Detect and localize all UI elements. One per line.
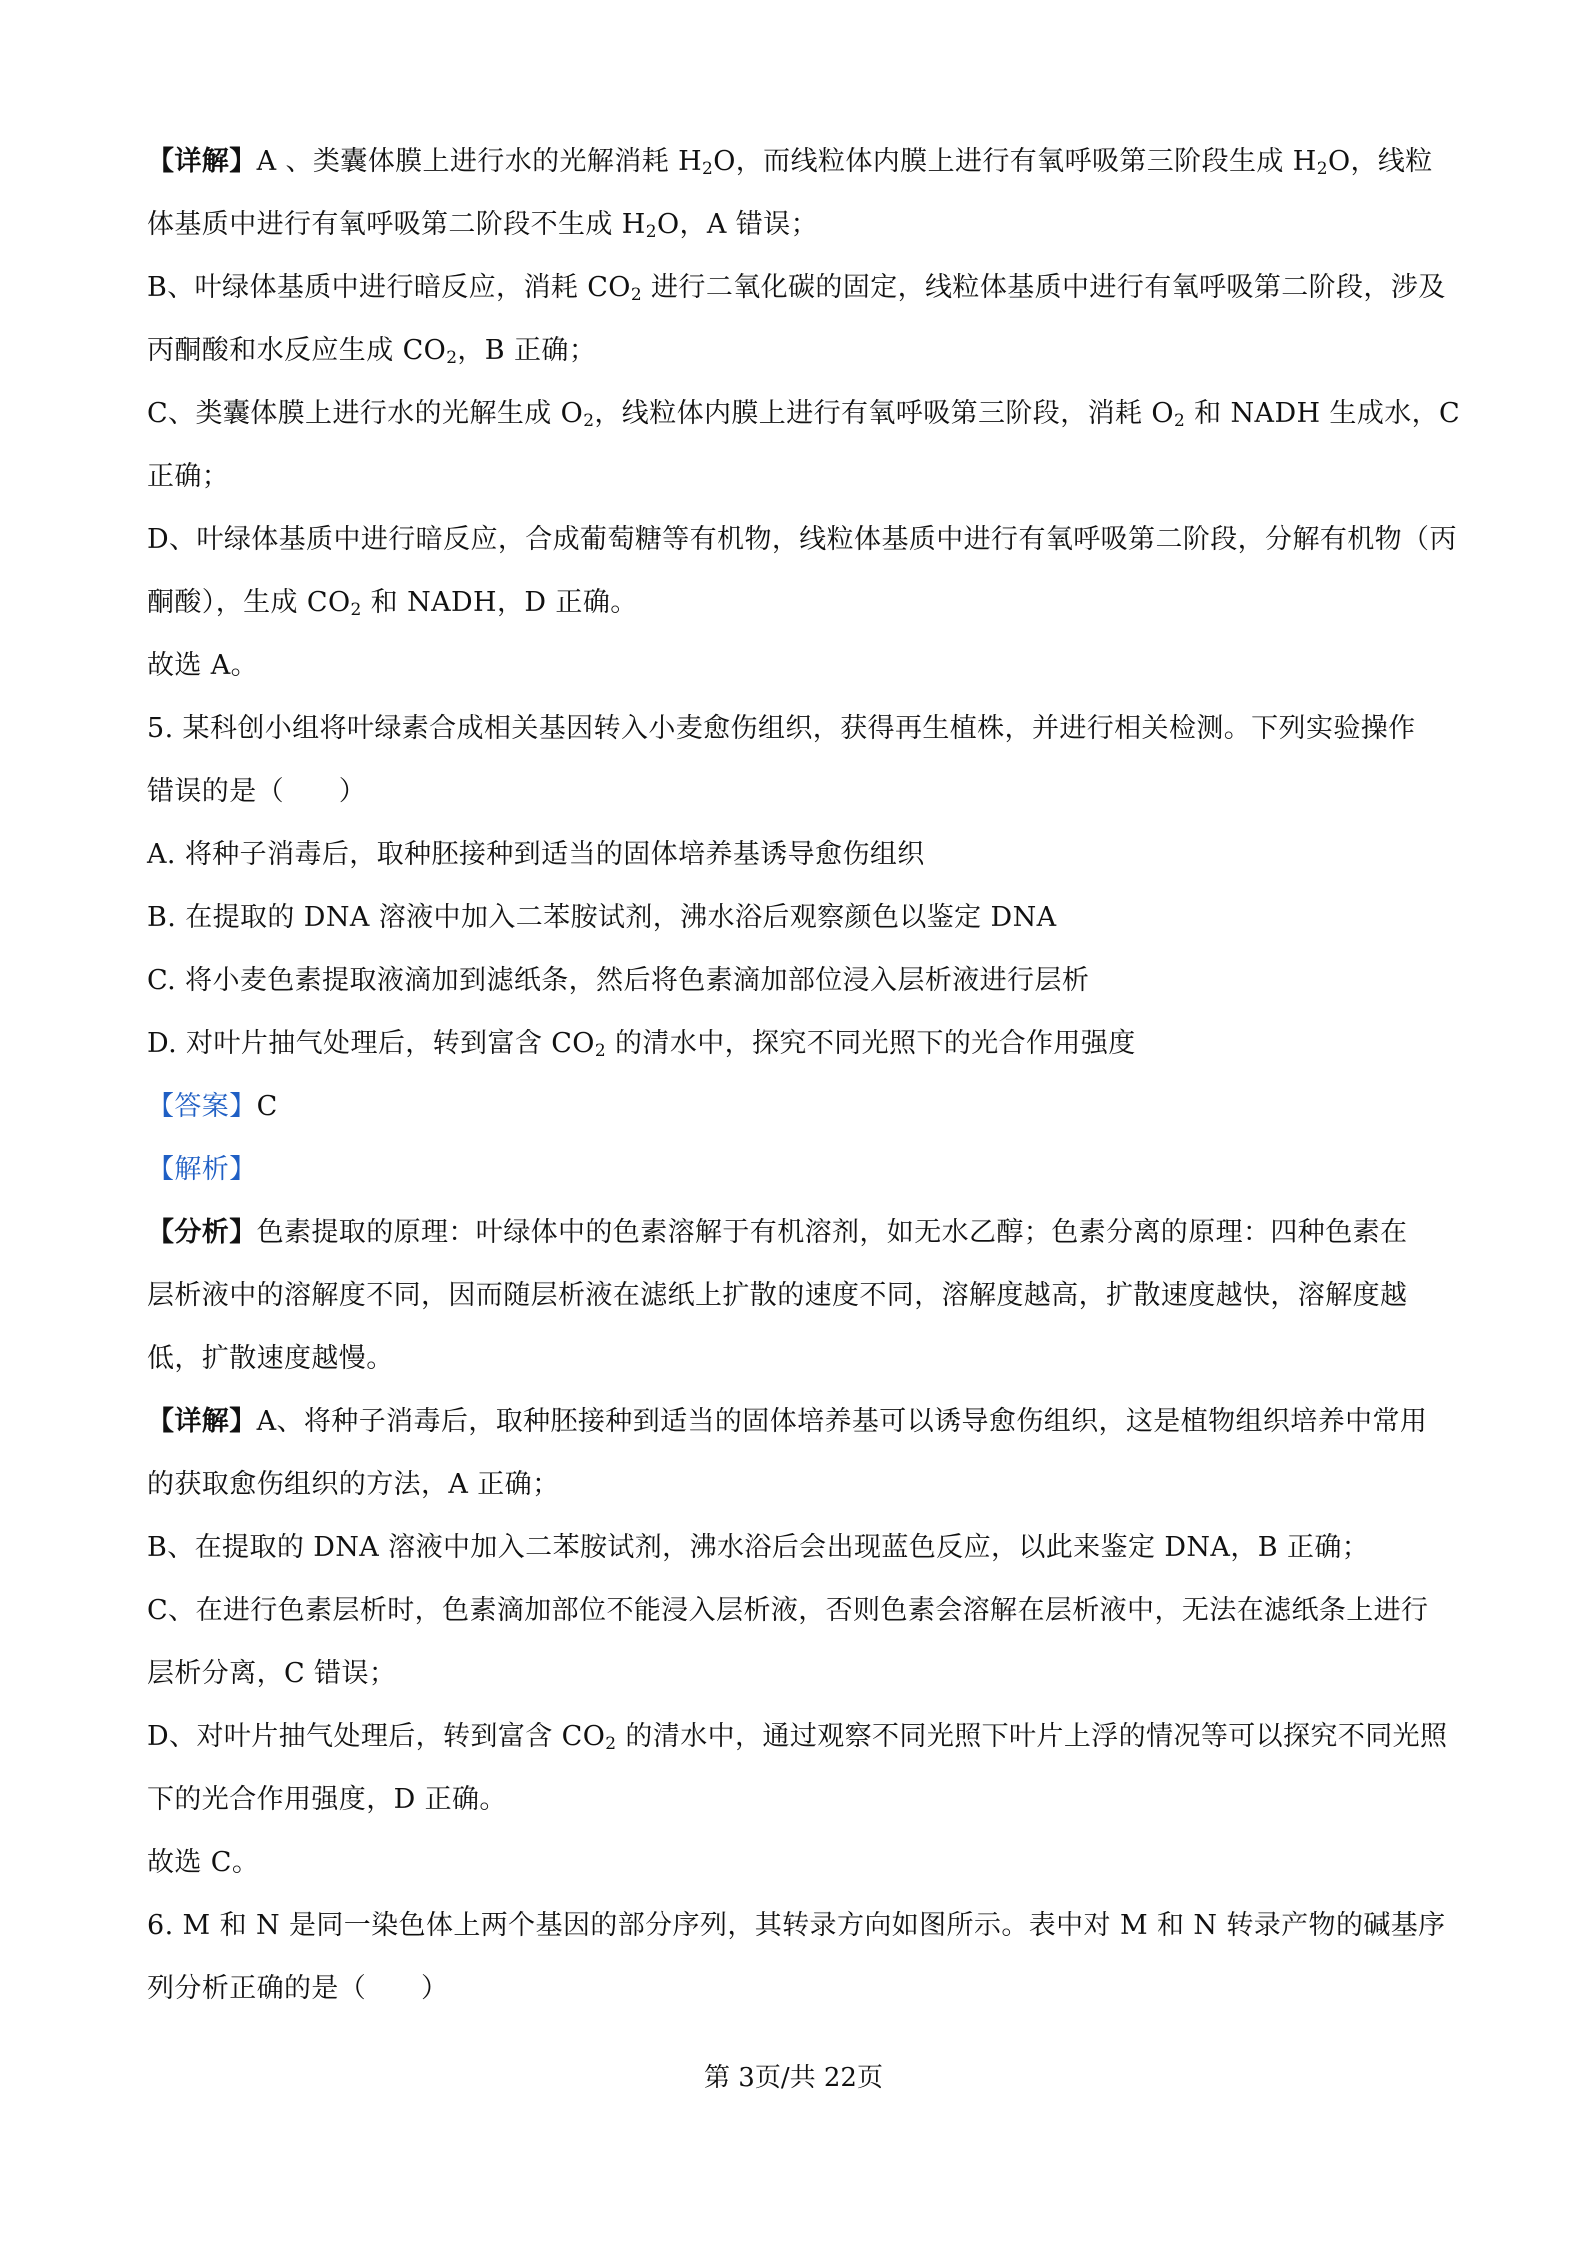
text-segment: 丙酮酸和水反应生成 CO [147,335,447,366]
answer-value: C [256,1091,278,1122]
text-line [147,1705,1447,1768]
subscript: 2 [350,600,362,620]
text-line [147,319,1447,382]
fenxi-label: 【分析】 [147,1217,257,1248]
text-segment: D、对叶片抽气处理后，转到富含 CO [147,1721,606,1752]
text-line [147,1327,1447,1390]
text-line [147,256,1447,319]
subscript: 2 [702,159,714,179]
option-a [147,823,1447,886]
text-line [147,1768,1447,1831]
text-segment: A、将种子消毒后，取种胚接种到适当的固体培养基可以诱导愈伤组织，这是植物组织培养中常用 [256,1406,1428,1437]
detail-label: 【详解】 [147,1406,257,1437]
text-segment: 酮酸），生成 CO [147,587,351,618]
analysis-heading [147,1138,1447,1201]
text-segment: C、在进行色素层析时，色素滴加部位不能浸入层析液，否则色素会溶解在层析液中，无法在滤纸条上进行 [147,1595,1429,1626]
option-d [147,1012,1447,1075]
text-segment: O，而线粒体内膜上进行有氧呼吸第三阶段生成 H [713,146,1317,177]
option-b [147,886,1447,949]
subscript: 2 [630,285,643,305]
subscript: 2 [605,1734,617,1754]
text-line [147,1831,1447,1894]
text-segment: 层析分离，C 错误； [147,1658,397,1689]
text-segment: 故选 A。 [147,650,259,681]
text-line [147,508,1457,571]
text-segment: ，B 正确； [457,335,597,366]
text-segment: C. 将小麦色素提取液滴加到滤纸条，然后将色素滴加部位浸入层析液进行层析 [147,965,1090,996]
text-segment: 和 NADH，D 正确。 [361,587,638,618]
text-line [147,445,1447,508]
subscript: 2 [583,411,595,431]
page-footer: 第 3页/共 22页 [704,2063,883,2093]
text-segment: 下的光合作用强度，D 正确。 [147,1784,507,1815]
text-segment: O，A 错误； [656,209,818,240]
text-line [147,1642,1447,1705]
subscript: 2 [645,222,657,242]
question-6-stem [147,1894,1447,1957]
text-segment: 层析液中的溶解度不同，因而随层析液在滤纸上扩散的速度不同，溶解度越高，扩散速度越快，溶解度越 [147,1280,1408,1311]
detail-label: 【详解】 [147,146,257,177]
text-segment: 色素提取的原理：叶绿体中的色素溶解于有机溶剂，如无水乙醇；色素分离的原理：四种色素在 [256,1217,1408,1248]
text-line [147,571,1447,634]
text-line [147,1957,1447,2020]
text-line [147,382,1461,445]
text-segment: 的清水中，探究不同光照下的光合作用强度 [606,1028,1136,1059]
text-segment: 的清水中，通过观察不同光照下叶片上浮的情况等可以探究不同光照 [616,1721,1448,1752]
text-segment: 列分析正确的是（ ） [147,1973,449,2004]
text-segment: D、叶绿体基质中进行暗反应，合成葡萄糖等有机物，线粒体基质中进行有氧呼吸第二阶段，分解有机物（丙 [147,524,1457,555]
text-segment: 进行二氧化碳的固定，线粒体基质中进行有氧呼吸第二阶段，涉及 [642,272,1446,303]
text-line [147,193,1447,256]
text-segment: C、类囊体膜上进行水的光解生成 O [147,398,584,429]
text-segment: ，线粒体内膜上进行有氧呼吸第三阶段，消耗 O [594,398,1174,429]
option-c [147,949,1447,1012]
text-segment: B. 在提取的 DNA 溶液中加入二苯胺试剂，沸水浴后观察颜色以鉴定 DNA [147,902,1057,933]
text-line [147,1390,1447,1453]
analysis-label: 【解析】 [147,1154,257,1185]
text-line [147,130,1447,193]
text-line [147,1264,1447,1327]
text-segment: D. 对叶片抽气处理后，转到富含 CO [147,1028,595,1059]
subscript: 2 [446,348,458,368]
text-segment: 和 NADH 生成水，C [1185,398,1461,429]
answer-line [147,1075,1447,1138]
subscript: 2 [1173,411,1186,431]
text-line [147,1579,1447,1642]
text-line [147,1453,1447,1516]
text-segment: 的获取愈伤组织的方法，A 正确； [147,1469,560,1500]
question-5-stem [147,697,1447,760]
answer-label: 【答案】 [147,1091,257,1122]
text-segment: B、叶绿体基质中进行暗反应，消耗 CO [147,272,631,303]
text-segment: 6. M 和 N 是同一染色体上两个基因的部分序列，其转录方向如图所示。表中对 M 和 N 转录产物的碱基序 [147,1910,1446,1941]
text-line [147,760,1447,823]
text-segment: 正确； [147,461,230,492]
text-segment: O，线粒 [1327,146,1433,177]
text-segment: B、在提取的 DNA 溶液中加入二苯胺试剂，沸水浴后会出现蓝色反应，以此来鉴定 DNA，B 正确； [147,1532,1370,1563]
text-segment: A 、类囊体膜上进行水的光解消耗 H [256,146,703,177]
subscript: 2 [594,1041,607,1061]
text-segment: 低，扩散速度越慢。 [147,1343,394,1374]
text-segment: A. 将种子消毒后，取种胚接种到适当的固体培养基诱导愈伤组织 [147,839,925,870]
text-line [147,1516,1447,1579]
text-segment: 5. 某科创小组将叶绿素合成相关基因转入小麦愈伤组织，获得再生植株，并进行相关检测。下列实验操作 [147,713,1416,744]
text-segment: 故选 C。 [147,1847,260,1878]
text-segment: 错误的是（ ） [147,776,367,807]
page-content [147,130,1461,2020]
subscript: 2 [1316,159,1328,179]
text-line [147,1201,1447,1264]
text-line [147,634,1447,697]
text-segment: 体基质中进行有氧呼吸第二阶段不生成 H [147,209,646,240]
